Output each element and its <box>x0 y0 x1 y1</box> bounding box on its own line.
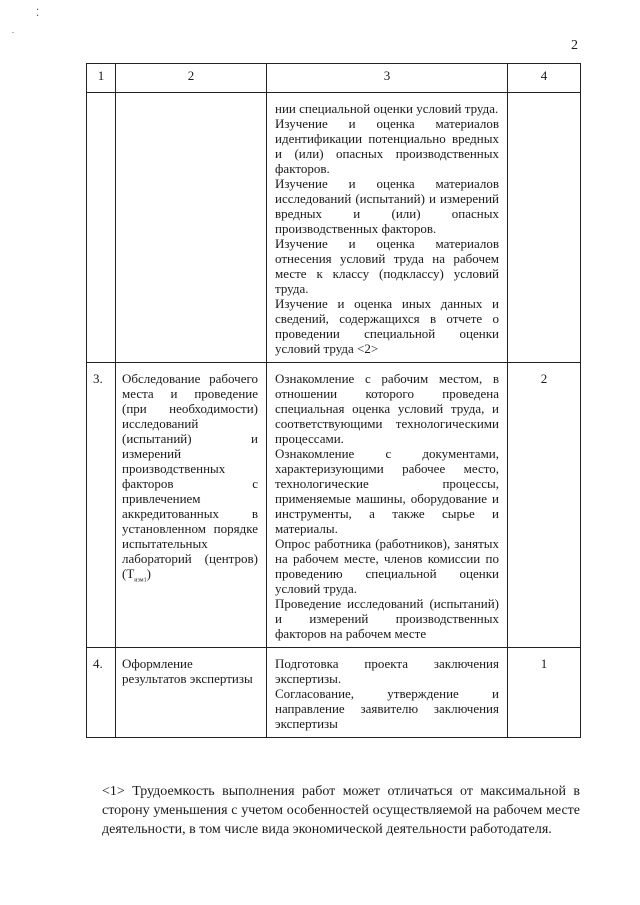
column-header: 2 <box>116 64 267 93</box>
table-row <box>87 648 581 738</box>
table-row <box>87 93 581 363</box>
column-header: 1 <box>87 64 116 93</box>
work-stage-name: Оформление результатов экспертизы <box>116 648 267 738</box>
activity-text: Подготовка проекта заключения экспертизы. <box>275 656 499 686</box>
work-stage-name <box>116 363 267 648</box>
activity-text: Ознакомление с рабочим местом, в отношении которого проведена специальная оценка условий труда, и соответствующими технологическими процессами. <box>275 371 499 446</box>
column-header: 4 <box>508 64 581 93</box>
expertise-table <box>86 63 581 738</box>
row-number: 4. <box>87 648 116 738</box>
work-activities <box>267 648 508 738</box>
labor-value: 2 <box>508 363 581 648</box>
page-number: 2 <box>571 38 578 53</box>
labor-value: 1 <box>508 648 581 738</box>
scan-mark: . <box>12 26 14 35</box>
work-activities <box>267 363 508 648</box>
activity-text: Изучение и оценка материалов отнесения условий труда на рабочем месте к классу (подклассу) условий труда. <box>275 236 499 296</box>
table-row <box>87 363 581 648</box>
formula-close: ) <box>146 566 151 581</box>
footnote <box>102 782 580 839</box>
activity-text: Изучение и оценка материалов исследований (испытаний) и измерений вредных и (или) опасных производственных факторов. <box>275 176 499 236</box>
work-stage-name <box>116 93 267 363</box>
activity-text: Проведение исследований (испытаний) и измерений производственных факторов на рабочем месте <box>275 596 499 641</box>
footnote-text: <1> Трудоемкость выполнения работ может отличаться от максимальной в сторону уменьшения с учетом особенностей осуществляемой на рабочем месте деятельности, в том числе вида экономической деятельности работодателя. <box>102 784 580 837</box>
row-number: 3. <box>87 363 116 648</box>
row-number <box>87 93 116 363</box>
activity-text: нии специальной оценки условий труда. <box>275 101 499 116</box>
formula-subscript: изм1 <box>134 577 147 584</box>
formula-symbol: T <box>126 566 135 581</box>
scan-mark: ⁚ <box>36 8 40 19</box>
labor-value <box>508 93 581 363</box>
column-header: 3 <box>267 64 508 93</box>
work-stage-text: Обследование рабочего места и проведение (при необходимости) исследований (испытаний) и измерений производственных факторов с привлечением аккредитованных в установленном порядке испытательных лабораторий (центров) ( <box>122 371 258 581</box>
work-activities <box>267 93 508 363</box>
activity-text: Изучение и оценка иных данных и сведений, содержащихся в отчете о проведении специальной оценки условий труда <2> <box>275 296 499 356</box>
activity-text: Изучение и оценка материалов идентификации потенциально вредных и (или) опасных производственных факторов. <box>275 116 499 176</box>
table-header-row <box>87 64 581 93</box>
activity-text: Ознакомление с документами, характеризующими рабочее место, технологические процессы, применяемые машины, оборудование и инструменты, а также сырье и материалы. <box>275 446 499 536</box>
activity-text: Опрос работника (работников), занятых на рабочем месте, членов комиссии по проведению специальной оценки условий труда. <box>275 536 499 596</box>
activity-text: Согласование, утверждение и направление заявителю заключения экспертизы <box>275 686 499 731</box>
